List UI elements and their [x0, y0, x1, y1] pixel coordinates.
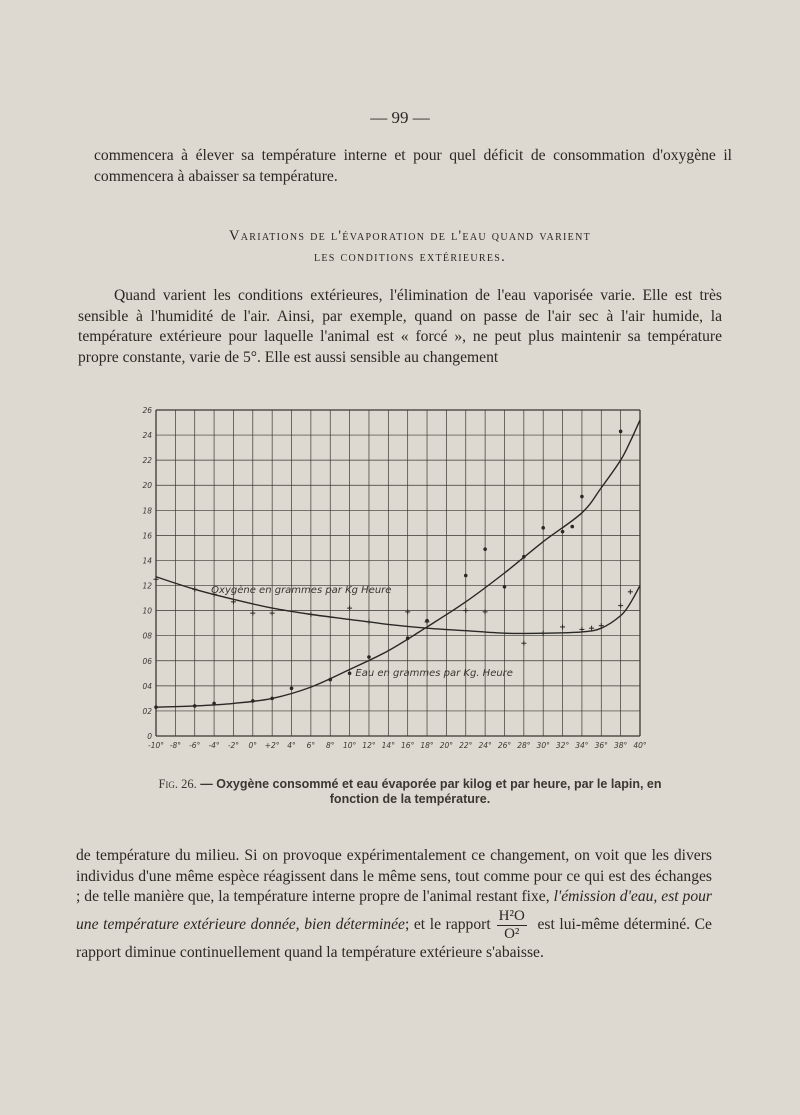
paragraph-3-part-b: ; et le rapport — [404, 915, 491, 933]
oxygen-point — [366, 619, 371, 624]
x-tick-label: 0° — [248, 741, 258, 750]
figure-number: Fig. 26. — [158, 777, 197, 791]
x-tick-label: -6° — [189, 741, 201, 750]
x-tick-label: 28° — [517, 741, 531, 750]
x-tick-label: 34° — [575, 741, 589, 750]
water-point — [270, 697, 274, 701]
paragraph-3 — [76, 846, 712, 963]
x-tick-label: 16° — [401, 741, 415, 750]
oxygen-point — [405, 609, 410, 614]
y-tick-label: 16 — [142, 531, 152, 541]
x-tick-label: 20° — [439, 741, 454, 750]
y-tick-label: 12 — [142, 581, 152, 591]
x-tick-label: 26° — [497, 741, 512, 750]
figure-caption — [140, 777, 680, 807]
x-tick-label: 4° — [287, 741, 296, 750]
x-tick-label: 40° — [633, 741, 647, 750]
oxygen-point — [250, 611, 255, 616]
water-curve — [156, 420, 640, 707]
paragraph-3-part-c: est lui-même déterminé. Ce rapport diminue continuellement quand la température extérieure s'abaisse. — [76, 915, 712, 961]
water-point — [290, 687, 294, 691]
page-number: — 99 — — [370, 108, 430, 127]
oxygen-point — [192, 587, 197, 592]
fraction-denominator: O² — [504, 925, 520, 942]
y-tick-label: 24 — [142, 431, 152, 441]
paragraph-1: commencera à élever sa température interne et pour quel déficit de consommation d'oxygène il commencera à abaisser sa température. — [94, 147, 732, 185]
y-tick-label: 20 — [142, 481, 152, 491]
x-tick-label: 18° — [420, 741, 434, 750]
water-point — [406, 636, 410, 640]
x-tick-label: -8° — [169, 741, 181, 750]
y-tick-labels — [142, 406, 152, 741]
oxygen-point — [521, 641, 526, 646]
paragraph-3-italic: l'émission d'eau, est pour une température extérieure donnée, bien déterminée — [76, 888, 712, 933]
ratio-fraction — [497, 908, 527, 943]
oxygen-point — [560, 624, 565, 629]
water-point — [212, 702, 216, 706]
oxygen-point — [628, 589, 633, 594]
water-point — [522, 555, 526, 559]
oxygen-point — [270, 611, 275, 616]
y-tick-label: 22 — [142, 456, 152, 466]
section-heading-line-2: les conditions extérieures. — [313, 249, 507, 265]
x-tick-label: +2° — [264, 741, 280, 750]
y-tick-label: 10 — [142, 606, 152, 616]
oxygen-series-label: Oxygène en grammes par Kg Heure — [211, 585, 392, 597]
x-tick-label: 36° — [594, 741, 608, 750]
x-tick-label: 14° — [381, 741, 395, 750]
chart-curves — [156, 420, 640, 707]
water-point — [561, 530, 565, 534]
water-point — [348, 672, 352, 676]
figure-caption-text: — Oxygène consommé et eau évaporée par kilog et par heure, par le lapin, en fonction de la température. — [196, 777, 662, 806]
paragraph-3-part-a: de température du milieu. Si on provoque expérimentalement ce changement, on voit que les divers individus d'une même espèce réagissent dans le même sens, tout comme pour ce qui est des échanges ; de telle manière que, la température interne propre de l'animal restant fixe, — [76, 847, 712, 905]
x-tick-label: -10° — [148, 741, 164, 750]
water-series-label: Eau en grammes par Kg. Heure — [355, 667, 513, 679]
y-tick-label: 18 — [142, 506, 152, 516]
water-point — [193, 704, 197, 708]
y-tick-label: 26 — [142, 406, 152, 415]
y-tick-label: 04 — [142, 681, 152, 691]
fraction-numerator: H²O — [498, 907, 525, 924]
x-tick-label: 8° — [325, 741, 335, 750]
x-tick-label: 12° — [362, 741, 376, 750]
x-tick-label: 38° — [613, 741, 628, 750]
paragraph-2: Quand varient les conditions extérieures, l'élimination de l'eau vaporisée varie. Elle est très sensible à l'humidité de l'air. Ainsi, par exemple, quand on passe de l'air sec à l'air humide, la température extérieure pour laquelle l'animal est « forcé », ne peut plus maintenir sa température propre constante, varie de 5°. Elle est aussi sensible au changement — [78, 287, 722, 366]
x-tick-label: 6° — [306, 741, 316, 750]
water-point — [464, 574, 468, 578]
oxygen-point — [347, 606, 352, 611]
x-tick-labels — [148, 741, 647, 750]
water-point — [541, 526, 545, 530]
water-point — [580, 495, 584, 499]
oxygen-point — [541, 631, 546, 636]
figure-26-chart — [130, 400, 670, 762]
oxygen-point — [463, 608, 468, 613]
oxygen-point — [308, 612, 313, 617]
x-tick-label: 10° — [342, 741, 357, 750]
oxygen-point — [618, 603, 623, 608]
x-tick-label: -2° — [227, 741, 240, 750]
water-point — [570, 525, 574, 529]
y-tick-label: 0 — [147, 732, 152, 741]
water-point — [154, 705, 158, 709]
section-heading-line-1: Variations de l'évaporation de l'eau quand varient — [228, 228, 592, 244]
oxygen-point — [483, 609, 488, 614]
y-tick-label: 08 — [142, 631, 152, 641]
water-point — [251, 699, 255, 703]
x-tick-label: 22° — [459, 741, 473, 750]
y-tick-label: 06 — [142, 656, 152, 666]
y-tick-label: 14 — [142, 556, 152, 566]
water-point — [483, 547, 487, 551]
water-point — [619, 430, 623, 434]
water-point — [328, 678, 332, 682]
water-point — [503, 585, 507, 589]
y-tick-label: 02 — [142, 706, 152, 716]
section-heading — [150, 226, 670, 268]
x-tick-label: -4° — [208, 741, 220, 750]
x-tick-label: 24° — [478, 741, 492, 750]
water-point — [367, 655, 371, 659]
water-point — [425, 619, 429, 623]
x-tick-label: 32° — [555, 741, 570, 750]
chart-grid — [156, 410, 640, 736]
x-tick-label: 30° — [536, 741, 550, 750]
